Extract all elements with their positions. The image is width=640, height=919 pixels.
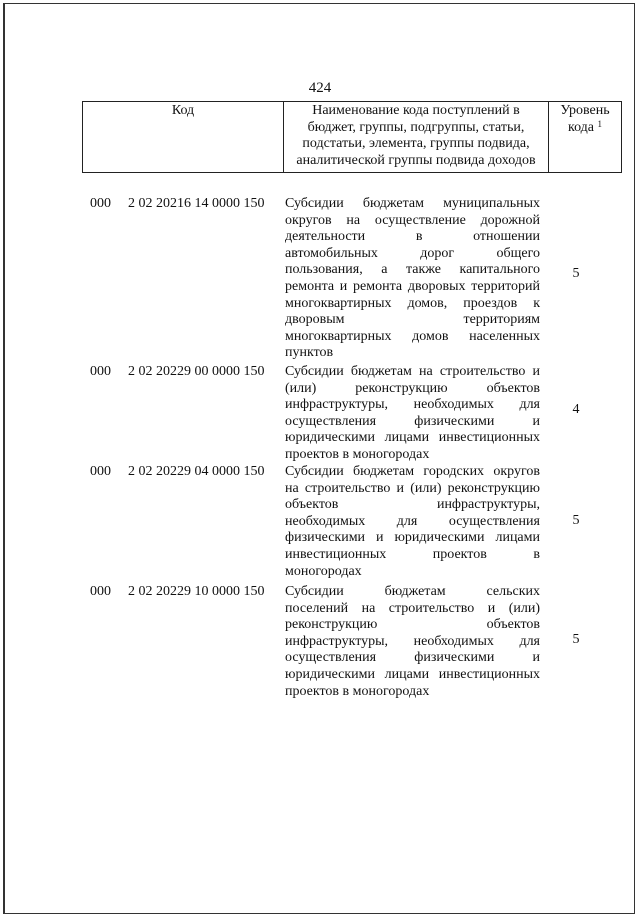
level-value: 5 bbox=[572, 266, 580, 281]
description-line: юридическими лицами инвестиционных bbox=[285, 666, 540, 682]
header-name-line: Наименование кода поступлений в bbox=[312, 103, 520, 118]
revenue-description bbox=[285, 464, 540, 580]
revenue-code: 2 02 20229 10 0000 150 bbox=[128, 584, 265, 599]
header-code-cell bbox=[83, 102, 284, 173]
description-line: Субсидии бюджетам на строительство и bbox=[285, 364, 540, 379]
level-value: 4 bbox=[572, 402, 580, 417]
description-line: Субсидии бюджетам городских округов bbox=[285, 464, 540, 479]
revenue-description bbox=[285, 196, 540, 362]
header-name-line: аналитической группы подвида доходов bbox=[296, 152, 536, 168]
description-line: многоквартирных домов, проездов к bbox=[285, 295, 540, 311]
description-line: юридическими лицами инвестиционных bbox=[285, 430, 540, 446]
revenue-description bbox=[285, 584, 540, 700]
description-line: инфраструктуры, необходимых для bbox=[285, 397, 540, 413]
description-line: объектов инфраструктуры, bbox=[285, 497, 540, 513]
page-number: 424 bbox=[308, 80, 332, 96]
level-value: 5 bbox=[572, 632, 580, 647]
description-line: пунктов bbox=[285, 345, 334, 361]
header-level-label: Уровень bbox=[560, 103, 610, 118]
description-line: моногородах bbox=[285, 563, 362, 579]
header-name-line: подстатьи, элемента, группы подвида, bbox=[302, 136, 530, 152]
admin-code: 000 bbox=[90, 196, 111, 211]
description-line: поселений на строительство и (или) bbox=[285, 600, 540, 616]
description-line: многоквартирных домов населенных bbox=[285, 328, 540, 344]
description-line: инвестиционных проектов в bbox=[285, 546, 540, 562]
revenue-code: 2 02 20216 14 0000 150 bbox=[128, 196, 265, 211]
description-line: инфраструктуры, необходимых для bbox=[285, 633, 540, 649]
header-level-label-2: кода bbox=[567, 119, 595, 135]
header-name-line: бюджет, группы, подгруппы, статьи, bbox=[307, 119, 525, 135]
description-line: проектов в моногородах bbox=[285, 683, 430, 699]
description-line: округов на осуществление дорожной bbox=[285, 212, 540, 228]
admin-code: 000 bbox=[90, 464, 111, 479]
header-name-cell bbox=[284, 102, 549, 173]
revenue-code: 2 02 20229 04 0000 150 bbox=[128, 464, 265, 479]
header-level-cell bbox=[549, 102, 622, 173]
description-line: дворовым территориям bbox=[285, 312, 540, 328]
description-line: Субсидии бюджетам сельских bbox=[285, 584, 540, 599]
revenue-description bbox=[285, 364, 540, 464]
description-line: пользования, а также капитального bbox=[285, 262, 540, 278]
table-header bbox=[82, 101, 622, 173]
description-line: автомобильных дорог общего bbox=[285, 245, 540, 261]
description-line: физическими и юридическими лицами bbox=[285, 530, 540, 546]
description-line: ремонта и ремонта дворовых территорий bbox=[285, 278, 540, 294]
description-line: на строительство и (или) реконструкцию bbox=[285, 480, 540, 496]
description-line: Субсидии бюджетам муниципальных bbox=[285, 196, 540, 211]
description-line: реконструкцию объектов bbox=[285, 617, 540, 633]
description-line: осуществления физическими и bbox=[285, 650, 540, 666]
description-line: деятельности в отношении bbox=[285, 229, 540, 245]
revenue-code: 2 02 20229 00 0000 150 bbox=[128, 364, 265, 379]
description-line: осуществления физическими и bbox=[285, 413, 540, 429]
admin-code: 000 bbox=[90, 584, 111, 599]
description-line: необходимых для осуществления bbox=[285, 513, 540, 529]
description-line: (или) реконструкцию объектов bbox=[285, 380, 540, 396]
level-value: 5 bbox=[572, 513, 580, 528]
header-code-label: Код bbox=[171, 103, 195, 118]
footnote-marker: 1 bbox=[597, 118, 603, 129]
admin-code: 000 bbox=[90, 364, 111, 379]
description-line: проектов в моногородах bbox=[285, 446, 430, 462]
